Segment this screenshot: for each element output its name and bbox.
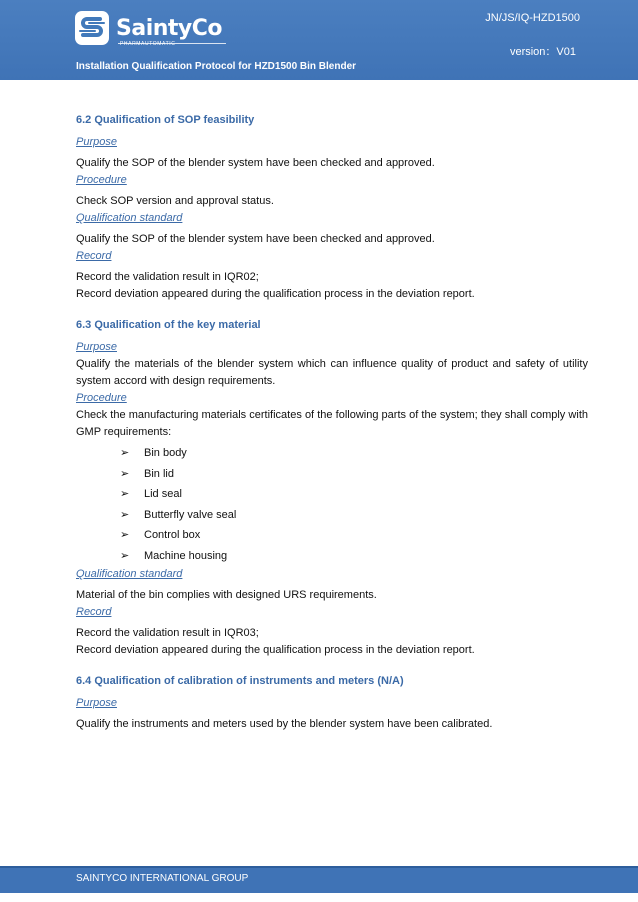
- procedure-label: Procedure: [76, 174, 127, 186]
- saintyco-logo-icon: [74, 10, 110, 46]
- list-item: ➢ Bin body: [120, 443, 588, 464]
- record-text: Record the validation result in IQR03;: [76, 627, 259, 639]
- footer-company-name: SAINTYCO INTERNATIONAL GROUP: [76, 873, 249, 884]
- company-logo: [74, 10, 244, 50]
- procedure-label: Procedure: [76, 392, 127, 404]
- purpose-label: Purpose: [76, 136, 117, 148]
- standard-text: Material of the bin complies with designed URS requirements.: [76, 589, 377, 601]
- purpose-text: Qualify the materials of the blender system which can influence quality of product and safety of utility system accord with design requirements.: [76, 358, 588, 387]
- standard-text: Qualify the SOP of the blender system have been checked and approved.: [76, 233, 435, 245]
- list-item: ➢ Control box: [120, 525, 588, 546]
- list-item: ➢ Lid seal: [120, 484, 588, 505]
- document-title: Installation Qualification Protocol for HZD1500 Bin Blender: [76, 61, 357, 72]
- record-label: Record: [76, 606, 112, 618]
- procedure-text: Check the manufacturing materials certificates of the following parts of the system; they shall comply with GMP requirements:: [76, 409, 588, 438]
- section-6-3: [76, 317, 588, 659]
- document-body: [76, 112, 588, 733]
- section-title: 6.4 Qualification of calibration of instruments and meters (N/A): [76, 675, 404, 687]
- arrow-bullet-icon: ➢: [120, 508, 130, 521]
- list-item: ➢ Machine housing: [120, 546, 588, 567]
- section-title: 6.3 Qualification of the key material: [76, 319, 261, 331]
- section-6-2: [76, 112, 588, 303]
- procedure-text: Check SOP version and approval status.: [76, 195, 274, 207]
- section-title: 6.2 Qualification of SOP feasibility: [76, 114, 255, 126]
- arrow-bullet-icon: ➢: [120, 549, 130, 562]
- material-parts-list: [76, 443, 588, 566]
- document-code: JN/JS/IQ-HZD1500: [485, 12, 580, 24]
- record-text: Record deviation appeared during the qualification process in the deviation report.: [76, 288, 475, 300]
- standard-label: Qualification standard: [76, 568, 183, 580]
- arrow-bullet-icon: ➢: [120, 529, 130, 541]
- section-6-4: [76, 673, 588, 733]
- brand-name: SaintyCo: [116, 16, 223, 41]
- list-item: ➢ Butterfly valve seal: [120, 505, 588, 526]
- page-footer: [0, 866, 638, 893]
- record-label: Record: [76, 250, 112, 262]
- arrow-bullet-icon: ➢: [120, 488, 130, 500]
- page-header: [0, 0, 638, 80]
- record-text: Record deviation appeared during the qualification process in the deviation report.: [76, 644, 475, 656]
- purpose-label: Purpose: [76, 341, 117, 353]
- record-text: Record the validation result in IQR02;: [76, 271, 259, 283]
- arrow-bullet-icon: ➢: [120, 447, 130, 459]
- standard-label: Qualification standard: [76, 212, 183, 224]
- purpose-label: Purpose: [76, 697, 117, 709]
- list-item: ➢ Bin lid: [120, 464, 588, 485]
- purpose-text: Qualify the SOP of the blender system have been checked and approved.: [76, 157, 435, 169]
- document-version: version：V01: [509, 46, 576, 58]
- arrow-bullet-icon: ➢: [120, 467, 130, 480]
- purpose-text: Qualify the instruments and meters used by the blender system have been calibrated.: [76, 718, 493, 730]
- brand-tagline: PHARMAUTOMATIC: [120, 41, 176, 47]
